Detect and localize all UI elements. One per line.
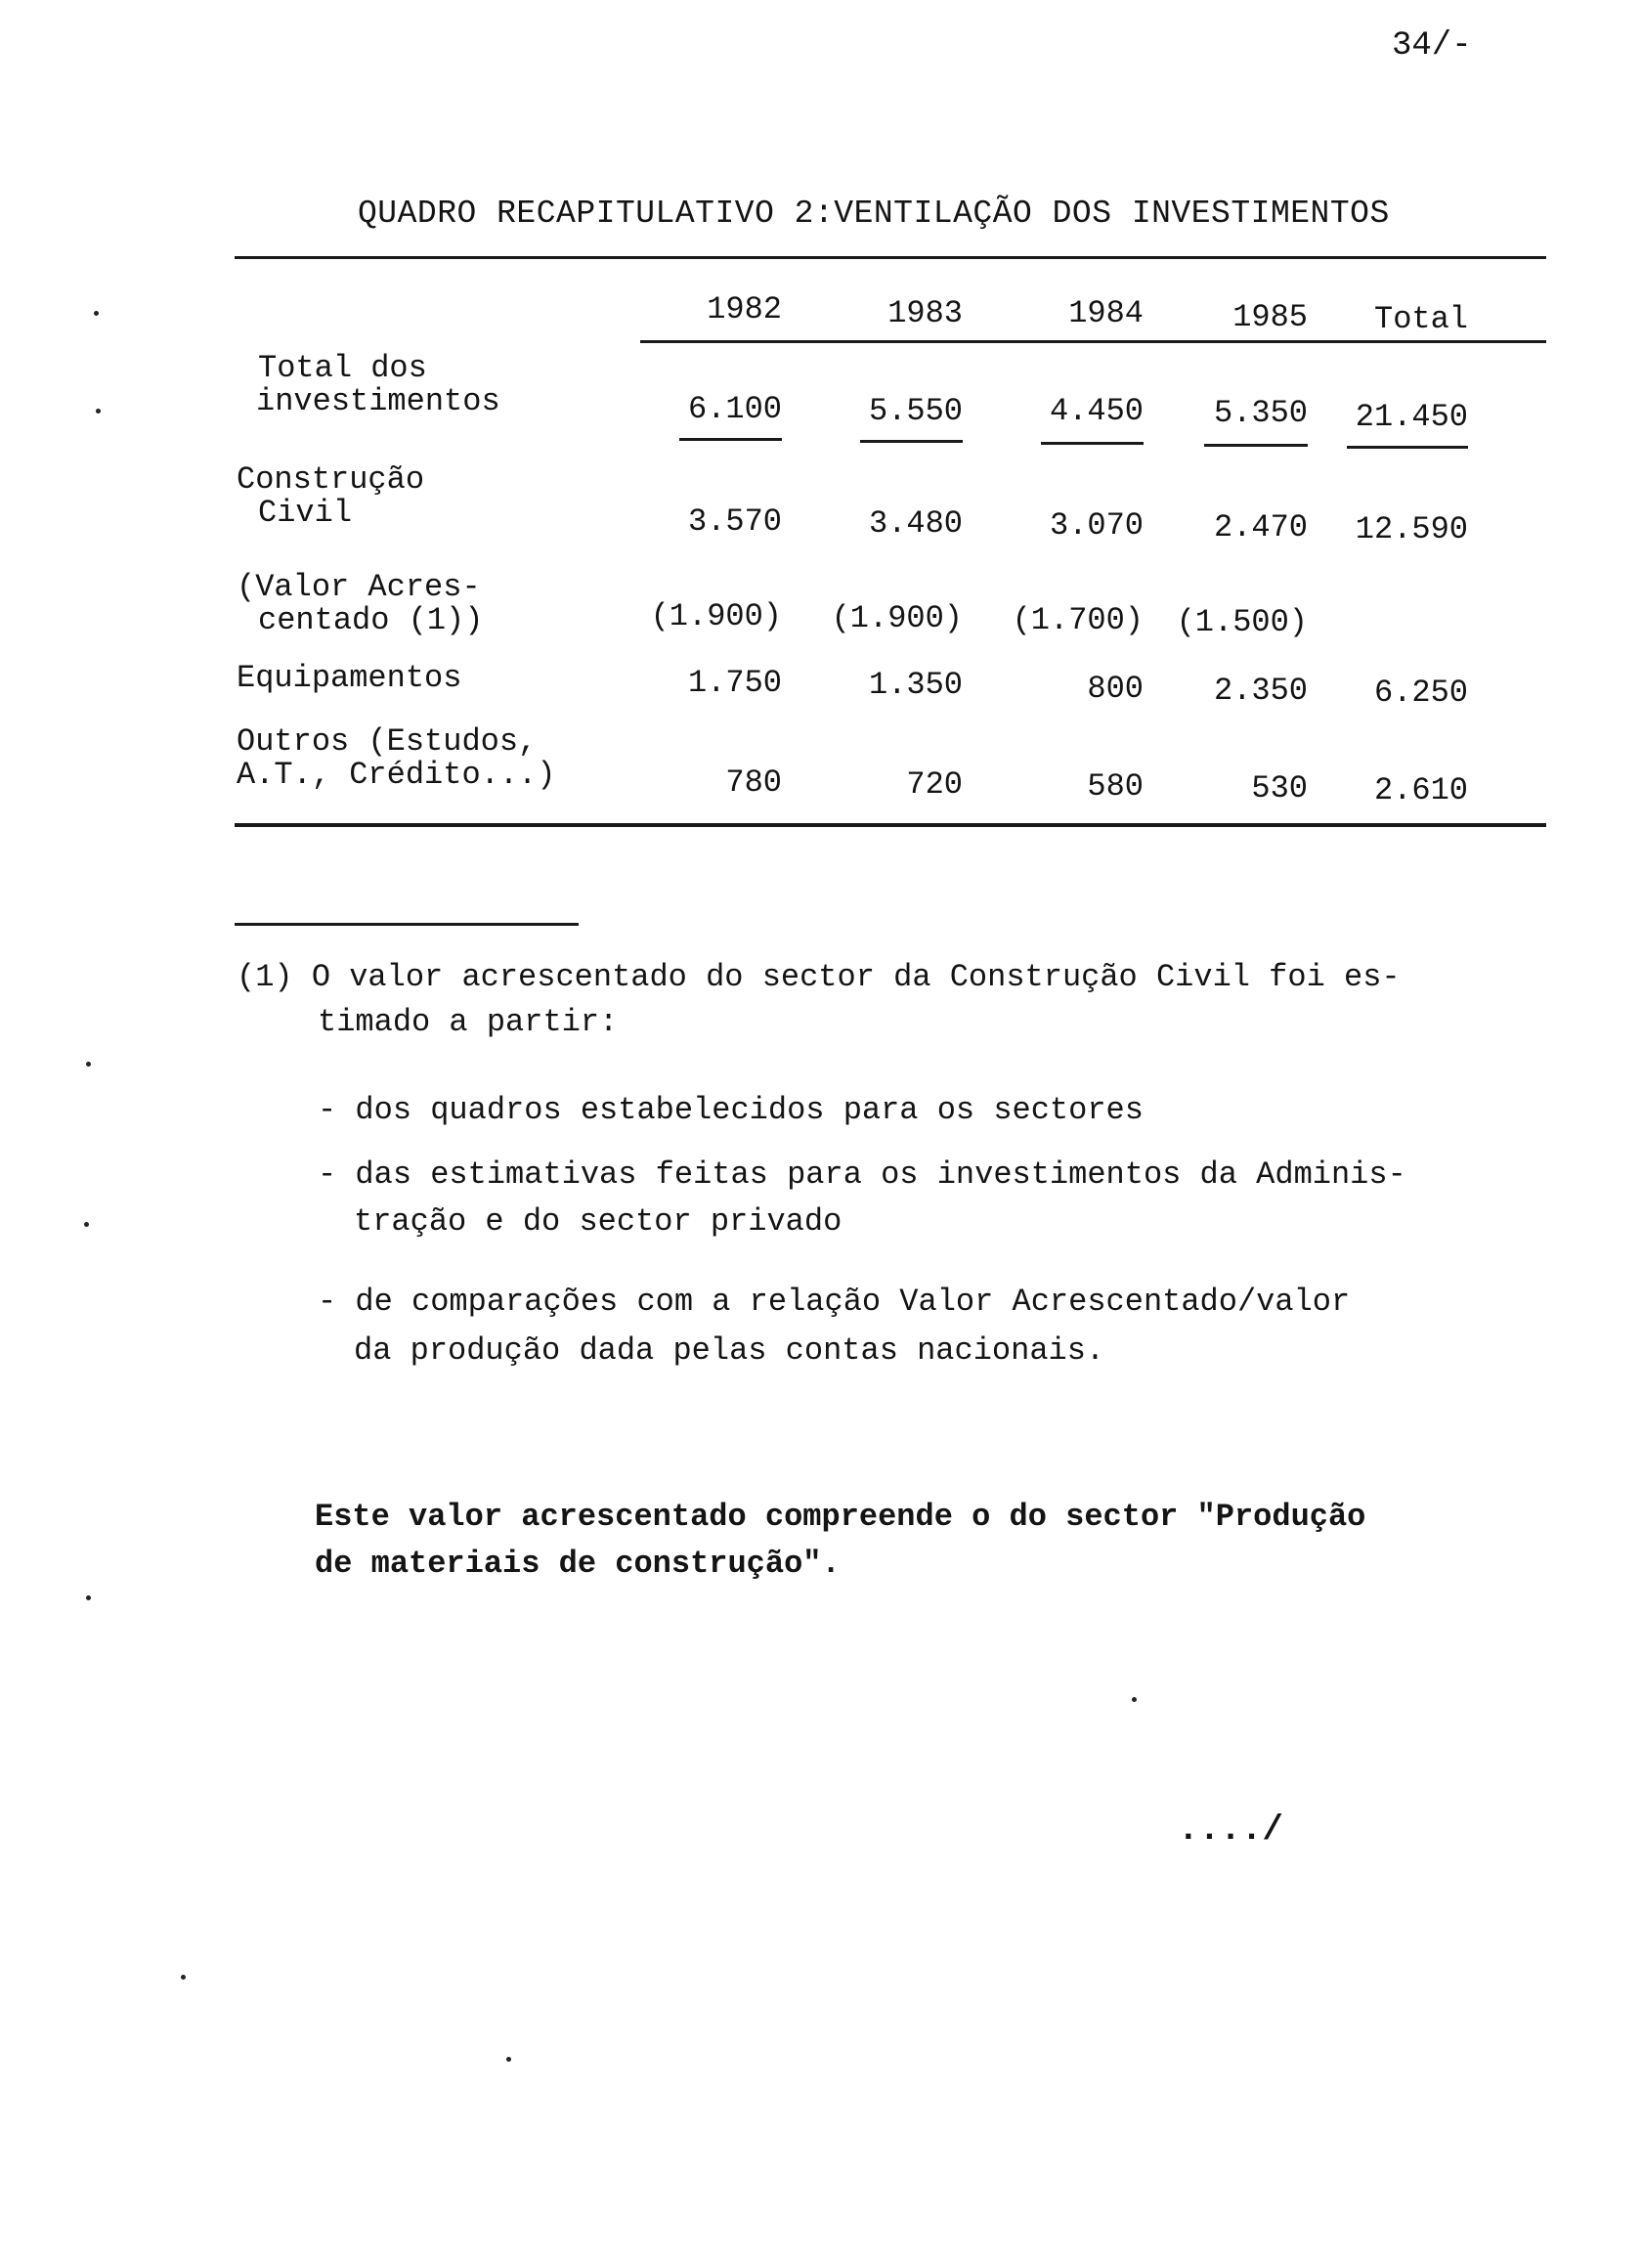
total-underline bbox=[1204, 444, 1308, 447]
column-header: Total bbox=[1373, 301, 1468, 337]
row-label: Civil bbox=[258, 495, 353, 531]
table-cell: 800 bbox=[1087, 671, 1144, 707]
closing-line-2: de materiais de construção". bbox=[315, 1546, 841, 1582]
table-cell: 5.550 bbox=[868, 393, 963, 429]
column-header: 1983 bbox=[887, 295, 963, 331]
scan-speck bbox=[96, 409, 101, 414]
table-header-rule bbox=[640, 340, 1546, 343]
table-cell: 4.450 bbox=[1049, 393, 1144, 429]
table-cell: 3.570 bbox=[687, 503, 782, 540]
scan-speck bbox=[181, 1975, 186, 1980]
footnote-line-1: (1) O valor acrescentado do sector da Construção Civil foi es- bbox=[237, 959, 1401, 995]
scan-speck bbox=[86, 1062, 91, 1067]
row-label: Outros (Estudos, bbox=[237, 723, 538, 760]
scan-speck bbox=[86, 1595, 91, 1600]
scan-speck bbox=[94, 311, 99, 316]
table-cell: 2.350 bbox=[1213, 673, 1308, 709]
table-top-rule bbox=[235, 256, 1546, 259]
row-label: (Valor Acres- bbox=[237, 569, 481, 605]
total-underline bbox=[679, 438, 782, 441]
footnote-bullet-3-line-1: - de comparações com a relação Valor Acrescentado/valor bbox=[318, 1284, 1351, 1320]
row-label: investimentos bbox=[256, 383, 500, 419]
row-label: A.T., Crédito...) bbox=[237, 757, 556, 793]
footnote-separator bbox=[235, 923, 579, 926]
table-cell: 3.070 bbox=[1049, 507, 1144, 544]
page-number: 34/- bbox=[1392, 27, 1472, 65]
scan-speck bbox=[1132, 1697, 1137, 1702]
table-cell: 720 bbox=[906, 766, 963, 803]
table-cell: 3.480 bbox=[868, 505, 963, 542]
scan-speck bbox=[84, 1222, 89, 1227]
table-cell: (1.700) bbox=[1012, 602, 1144, 638]
table-cell: 6.250 bbox=[1373, 675, 1468, 711]
table-cell: 1.750 bbox=[687, 665, 782, 701]
table-cell: 6.100 bbox=[687, 391, 782, 427]
row-label: Total dos bbox=[258, 350, 427, 386]
total-underline bbox=[860, 440, 963, 443]
table-cell: 2.470 bbox=[1213, 509, 1308, 545]
row-label: Equipamentos bbox=[237, 660, 462, 696]
table-bottom-rule bbox=[235, 823, 1546, 827]
footnote-bullet-1: - dos quadros estabelecidos para os sectores bbox=[318, 1092, 1144, 1128]
column-header: 1985 bbox=[1232, 299, 1308, 335]
column-header: 1982 bbox=[707, 291, 782, 327]
closing-line-1: Este valor acrescentado compreende o do sector "Produção bbox=[315, 1499, 1366, 1535]
total-underline bbox=[1347, 446, 1468, 449]
table-cell: 580 bbox=[1087, 768, 1144, 805]
table-cell: 5.350 bbox=[1213, 395, 1308, 431]
table-cell: 530 bbox=[1251, 770, 1308, 807]
row-label: Construção bbox=[237, 461, 425, 498]
row-label: centado (1)) bbox=[258, 602, 484, 638]
table-title: QUADRO RECAPITULATIVO 2:VENTILAÇÃO DOS INVESTIMENTOS bbox=[358, 196, 1390, 232]
continuation-mark: ..../ bbox=[1178, 1810, 1284, 1850]
table-cell: (1.900) bbox=[650, 598, 782, 634]
table-cell: (1.900) bbox=[831, 600, 963, 636]
table-cell: 1.350 bbox=[868, 667, 963, 703]
table-cell: (1.500) bbox=[1176, 604, 1308, 640]
scan-speck bbox=[506, 2057, 511, 2062]
table-cell: 2.610 bbox=[1373, 772, 1468, 808]
footnote-line-2: timado a partir: bbox=[318, 1004, 619, 1040]
column-header: 1984 bbox=[1068, 295, 1144, 331]
table-cell: 21.450 bbox=[1355, 399, 1468, 435]
table-cell: 780 bbox=[725, 764, 782, 801]
footnote-bullet-2-line-2: tração e do sector privado bbox=[354, 1203, 843, 1240]
footnote-bullet-3-line-2: da produção dada pelas contas nacionais. bbox=[354, 1332, 1105, 1369]
table-cell: 12.590 bbox=[1355, 511, 1468, 547]
footnote-bullet-2-line-1: - das estimativas feitas para os investimentos da Adminis- bbox=[318, 1156, 1406, 1193]
total-underline bbox=[1041, 442, 1144, 445]
